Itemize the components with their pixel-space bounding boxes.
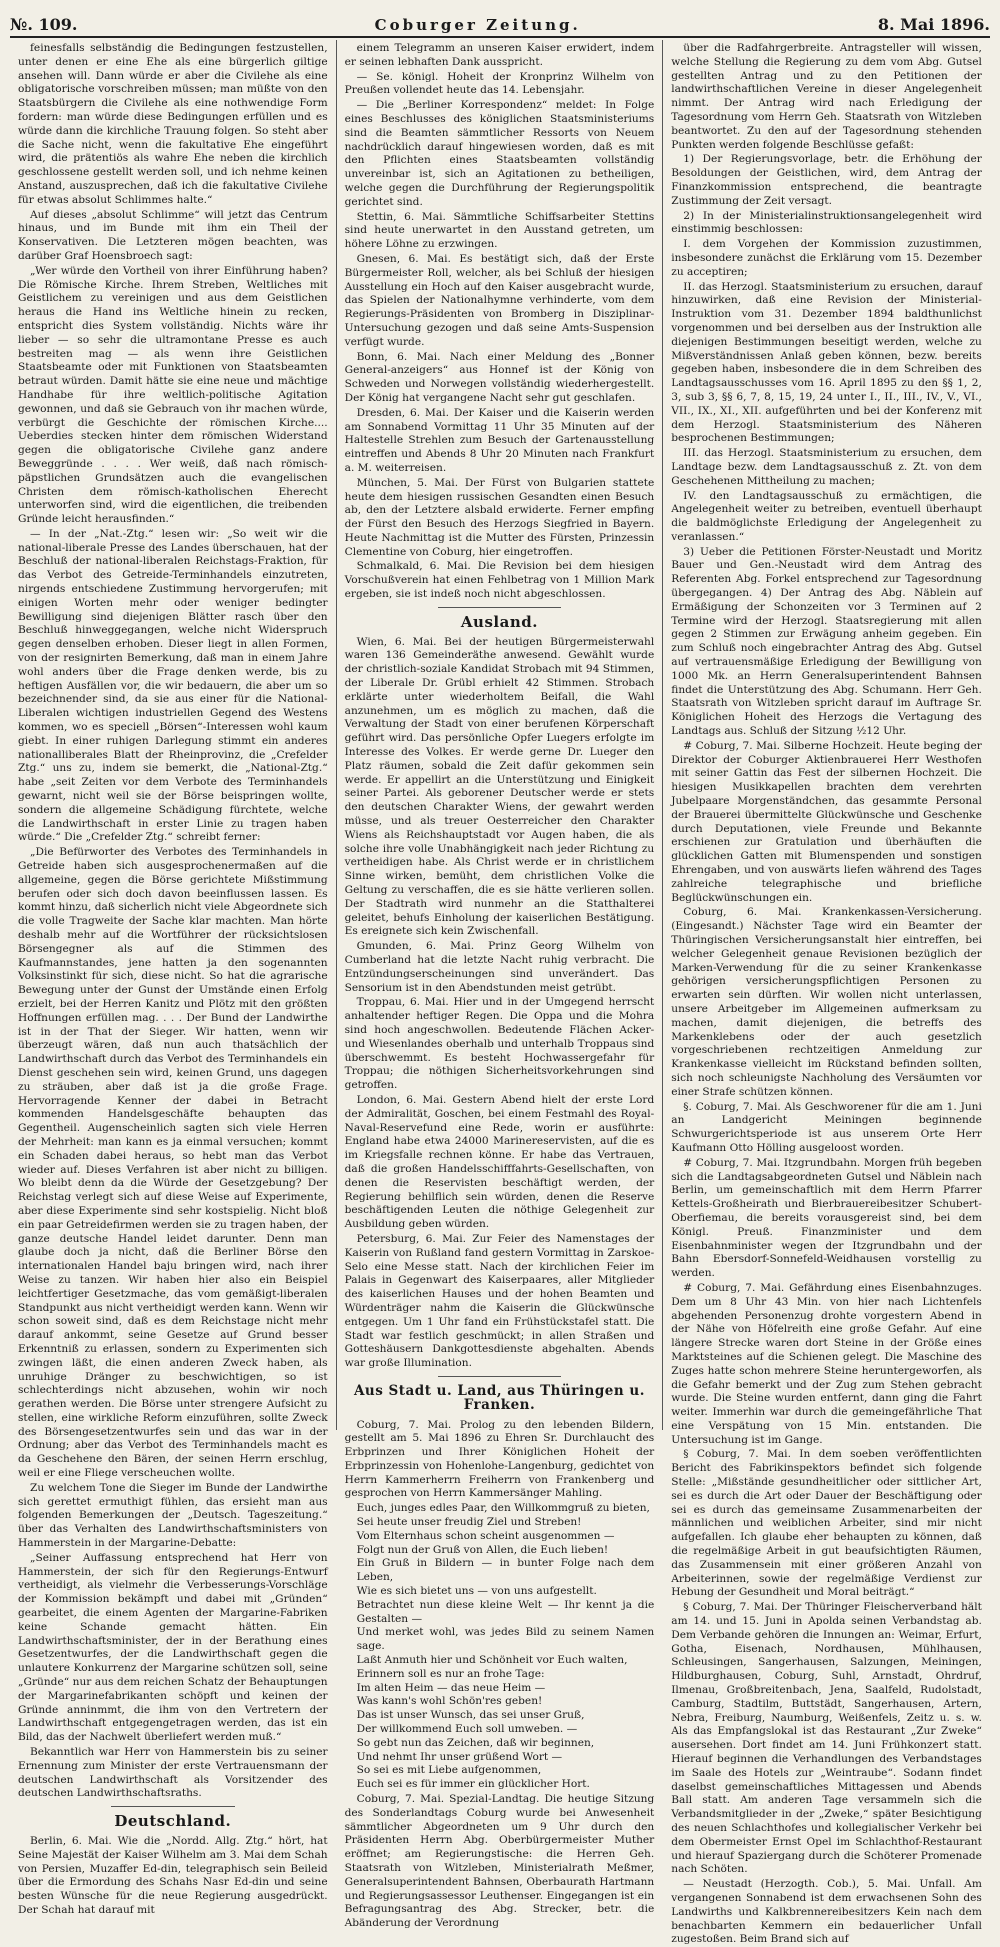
article-coburg-prolog: Coburg, 7. Mai. Prolog zu den lebenden Bildern, gestellt am 5. Mai 1896 zu Ehren Sr. Durchlaucht des Erbprinzen und Ihrer Königlichen Hoheit der Erbprinzessin von Hohenlohe-Langenburg, gedichtet von Herrn Kammerherrn Freiherrn von Frankenberg und gesprochen von Herrn Kammersänger Mahling. — [344, 1418, 655, 1500]
article-coburg-spezial-landtag: Coburg, 7. Mai. Spezial-Landtag. Die heutige Sitzung des Sonderlandtags Coburg wurde bei Anwesenheit sämmtlicher Abgeordneten um 9 Uhr durch den Präsidenten Herrn Abg. Oberbürgermeister Muther eröffnet; am Regierungstische: die Herren Geh. Staatsrath von Witzleben, Ministerialrath Meßmer, Generalsuperintendent Bahnsen, Oberbaurath Hartmann und Regierungsassessor Leuthenser. Eingegangen ist ein Befragungsantrag des Abg. Strecker, betr. die Abänderung der Verordnung — [344, 1793, 655, 1930]
article-paragraph: „Die Befürworter des Verbotes des Terminhandels in Getreide haben sich ausgesprochenermaßen auf die allgemeine, gegen die Börse gerichtete Mißstimmung berufen oder sich doch davon beeinflussen lassen. Es kommt hinzu, daß sicherlich nicht viele Abgeordnete sich die volle Tragweite der Sache klar machten. Man hörte deshalb mehr auf die Wortführer der rücksichtslosen Börsengegner als auf die Stimmen des Kaufmannstandes, jene hatten ja den sogenannten Volksinstinkt für sich, diese nicht. So hat die agrarische Bewegung unter der Gunst der Umstände einen Erfolg erzielt, bei der Herren Kanitz und Plötz mit den größten Hoffnungen erfüllen mag. . . . Der Bund der Landwirthe ist in der That der Sieger. Wir hatten, wenn wir überzeugt wären, daß nun auch thatsächlich der Landwirthschaft durch das Verbot des Terminhandels ein Dienst geschehen sein wird, keinen Grund, uns dagegen zu sträuben, aber daß ist ja die große Frage. Hervorragende Kenner der dabei in Betracht kommenden Handelsgeschäfte behaupten das Gegentheil. Augenscheinlich sagten sich viele Herren der Mehrheit: man kann es ja einmal versuchen; kommt ein Schaden dabei heraus, so hebt man das Verbot wieder auf. Dieses Verfahren ist aber nicht zu billigen. Wo bleibt denn da die Würde der Gesetzgebung? Der Reichstag verlegt sich auf diese Weise auf Experimente, aber diese Experimente sind sehr kostspielig. Nicht bloß ein paar Getreidefirmen werden sie zu tragen haben, der ganze deutsche Handel leidet darunter. Denn man glaube doch ja nicht, daß die Berliner Börse den internationalen Handel baju bringen wird, nach ihrer Weise zu tanzen. Wir haben hier also ein Beispiel leichtfertiger Gesetzmache, das vom gemäßigt-liberalen Standpunkt aus nicht vertheidigt werden kann. Wenn wir schon soweit sind, daß es dem Reichstage nicht mehr darauf ankommt, seine Gesetze auf Grund besser Erkenntniß zu erlassen, sondern zu Experimenten sich zwingen läßt, die einen anderen Zweck haben, als unruhige Dränger zu beschwichtigen, so ist schlechterdings nicht abzusehen, wohin wir noch gerathen werden. Die Börse unter strengere Aufsicht zu stellen, eine wirkliche Reform einzuführen, sollte Zweck des Börsengesetzentwurfes sein und das war in der Ordnung; aber das Verbot des Terminhandels macht es da Geschehene den Bären, der seinen Herrn erschlug, weil er eine Fliege verscheuchen wollte. — [18, 846, 328, 1480]
article-paragraph: Troppau, 6. Mai. Hier und in der Umgegend herrscht anhaltender heftiger Regen. Die Oppa und die Mohra sind hoch angeschwollen. Bedeutende Flächen Acker- und Wiesenlandes oberhalb und unterhalb Troppaus sind überschwemmt. Es besteht Hochwassergefahr für Troppau; die nöthigen Sicherheitsvorkehrungen sind getroffen. — [344, 996, 655, 1092]
article-paragraph: Coburg, 6. Mai. Krankenkassen-Versicherung. (Eingesandt.) Nächster Tage wird ein Beamter der Thüringischen Versicherungsanstalt hier eintreffen, bei welcher Gelegenheit genaue Revisionen bezüglich der Marken-Verwendung für die zu seiner Krankenkasse gehörigen versicherungspflichtigen Personen zu erwarten sein dürften. Wir wollen nicht unterlassen, unsere Arbeitgeber im Allgemeinen aufmerksam zu machen, damit diejenigen, die betreffs des Markenklebens oder der auch gesetzlich vorgeschriebenen rechtzeitigen Anmeldung zur Krankenkasse vielleicht im Rückstand befinden sollten, sich noch schleunigste Nachholung des Versäumten vor einer Strafe schützen können. — [671, 906, 982, 1098]
poem-line: Im alten Heim — das neue Heim — — [356, 1681, 546, 1694]
article-paragraph: Dresden, 6. Mai. Der Kaiser und die Kaiserin werden am Sonnabend Vormittag 11 Uhr 35 Minuten auf der Haltestelle Strehlen zum Besuch der Gartenausstellung eintreffen und Abends 8 Uhr 20 Minuten nach Frankfurt a. M. weiterreisen. — [344, 406, 655, 474]
divider — [438, 1376, 562, 1377]
article-paragraph: III. das Herzogl. Staatsministerium zu ersuchen, dem Landtage bezw. dem Landtagsausschuß z. Zt. von dem Geschehenen Mittheilung zu machen; — [671, 447, 982, 487]
article-paragraph: „Seiner Auffassung entsprechend hat Herr von Hammerstein, der sich für den Regierungs-Entwurf vertheidigt, als vielmehr die Verbesserungs-Vorschläge der Kommission bekämpft und dabei mit „Gründen“ gearbeitet, die einem Agenten der Margarine-Fabriken keine Schande gemacht hätten. Ein Landwirthschaftsminister, der in der Berathung eines Gesetzentwurfes, der die Landwirthschaft gegen die unlautere Konkurrenz der Margarine schützen soll, seine „Gründe“ nur aus dem reichen Schatz der Behauptungen der Margarinefabrikanten schöpft und keinen der Gründe anninmmt, die ihm von den Vertretern der Landwirthschaft entgegengetragen werden, das ist ein Bild, das der Nachwelt überliefert werden muß.“ — [18, 1551, 328, 1744]
article-paragraph: feinesfalls selbständig die Bedingungen festzustellen, unter denen er eine Ehe als eine bürgerlich giltige ansehen will. Dann würde er aber die Civilehe als eine obligatorische vorschreiben müssen; man müßte von den Staatsbürgern die Civilehe als eine nothwendige Form fordern: man würde diese Bedingungen erfüllen und es würde dann die kirchliche Trauung folgen. So steht aber die Sache nicht, wenn die fakultative Ehe eingeführt wird, die prätentiös als wahre Ehe neben die kirchlich geschlossene gestellt werden soll, und ich nehme keinen Anstand, auszusprechen, daß ich die fakultative Civilehe für etwas absolut Schlimmes halte.“ — [18, 42, 328, 206]
poem-line: Und merket wohl, was jedes Bild zu seinem Namen sage. — [356, 1626, 655, 1653]
article-paragraph: II. das Herzogl. Staatsministerium zu ersuchen, darauf hinzuwirken, daß eine Revision der Ministerial-Instruktion vom 31. Dezember 1894 baldthunlichst vorgenommen und bei derselben aus der Instruktion alle diejenigen Bestimmungen beseitigt werden, welche zu Mißverständnissen Anlaß geben können, bezw. bereits gegeben haben, insbesondere die in dem Schreiben des Landtagsausschusses vom 16. April 1895 zu den §§ 1, 2, 3, sub 3, §§ 6, 7, 8, 15, 19, 24 unter I., II., III., IV., V., VI., VII., IX., XI., XII. aufgeführten und bei der Konferenz mit dem Herzogl. Staatsministerium des Näheren besprochenen Bestimmungen; — [671, 280, 982, 445]
divider — [438, 607, 562, 608]
section-heading-ausland: Ausland. — [460, 612, 538, 631]
poem-line: Das ist unser Wunsch, das sei unser Gruß, — [356, 1709, 585, 1722]
article-paragraph: Bekanntlich war Herr von Hammerstein bis zu seiner Ernennung zum Minister der erste Vertrauensmann der deutschen Landwirthschaft als Vorsitzender des deutschen Landwirthschaftsraths. — [18, 1746, 328, 1800]
article-paragraph: # Coburg, 7. Mai. Itzgrundbahn. Morgen früh begeben sich die Landtagsabgeordneten Gutsel und Näblein nach Berlin, um gemeinschaftlich mit dem Herrn Pfarrer Kettels-Großheirath und Bierbrauereibesitzer Schubert-Oberfiemau, die bereits vorausgereist sind, bei dem Königl. Preuß. Finanzminister und dem Eisenbahnminister wegen der Itzgrundbahn und der Bahn Ebersdorf-Sonnefeld-Weidhausen vorstellig zu werden. — [671, 1156, 982, 1280]
article-paragraph: Gmunden, 6. Mai. Prinz Georg Wilhelm von Cumberland hat die letzte Nacht ruhig verbracht. Die Entzündungserscheinungen sind unverändert. Das Sensorium ist in den Abendstunden meist getrübt. — [344, 940, 655, 994]
column-1-articles — [18, 42, 328, 1801]
columns — [10, 40, 990, 1946]
column-3-articles — [671, 42, 982, 1947]
article-paragraph: §. Coburg, 7. Mai. Als Geschworener für die am 1. Juni an Landgericht Meiningen beginnende Schwurgerichtsperiode ist aus unserem Orte Herr Kaufmann Otto Hölling ausgeloost worden. — [671, 1100, 982, 1154]
column-3 — [663, 40, 990, 1946]
poem-line: Ein Gruß in Bildern — in bunter Folge nach dem Leben, — [356, 1557, 655, 1584]
article-paragraph: 2) In der Ministerialinstruktionsangelegenheit wird einstimmig beschlossen: — [671, 209, 982, 236]
prolog-poem — [357, 1502, 655, 1792]
article-paragraph: IV. den Landtagsausschuß zu ermächtigen, die Angelegenheit weiter zu betreiben, eventuell überhaupt die baldmöglichste Erledigung der Angelegenheit zu veranlassen.“ — [671, 489, 982, 543]
article-paragraph: — Neustadt (Herzogth. Cob.), 5. Mai. Unfall. Am vergangenen Sonnabend ist dem erwachsenen Sohn des Landwirths und Kalkbrennereibesitzers Kein nach dem benachbarten Kemmern ein bedauerlicher Unfall zugestoßen. Beim Brand sich auf — [671, 1878, 982, 1946]
section-heading-thueringen: Aus Stadt u. Land, aus Thüringen u. Franken. — [353, 1382, 645, 1413]
section-heading-deutschland: Deutschland. — [114, 1812, 232, 1831]
article-paragraph: I. dem Vorgehen der Kommission zuzustimmen, insbesondere zunächst die Erklärung vom 15. Dezember zu acceptiren; — [671, 238, 982, 278]
column-2 — [337, 40, 664, 1930]
article-paragraph: 1) Der Regierungsvorlage, betr. die Erhöhung der Besoldungen der Geistlichen, wird, dem Antrag der Finanzkommission entsprechend, die beantragte Zustimmung der Zeit versagt. — [671, 153, 982, 207]
poem-line: Euch sei es für immer ein glücklicher Hort. — [356, 1778, 590, 1791]
poem-line: Euch, junges edles Paar, den Willkommgruß zu bieten, — [356, 1502, 650, 1515]
article-berlin: Berlin, 6. Mai. Wie die „Nordd. Allg. Ztg.“ hört, hat Seine Majestät der Kaiser Wilhelm am 3. Mai dem Schah von Persien, Muzaffer Ed-din, telegraphisch sein Beileid über die Ermordung des Schahs Nasr Ed-din und seine besten Wünsche für die neue Regierung ausgedrückt. Der Schah hat darauf mit — [18, 1835, 328, 1916]
article-paragraph: München, 5. Mai. Der Fürst von Bulgarien stattete heute dem hiesigen russischen Gesandten einen Besuch ab, den der Letztere alsbald erwiderte. Ferner empfing der Fürst den Besuch des Herzogs Siegfried in Bayern. Heute Nachmittag ist die Mutter des Fürsten, Prinzessin Clementine von Coburg, hier eingetroffen. — [344, 476, 655, 558]
poem-line: Erinnern soll es nur an frohe Tage: — [356, 1667, 545, 1680]
article-paragraph: „Wer würde den Vortheil von ihrer Einführung haben? Die Römische Kirche. Ihrem Streben, Weltliches mit Geistlichem zu vereinigen und aus dem Geistlichen heraus die Hand ins Weltliche hinein zu recken, entspricht dies System vollständig. Nichts wäre ihr lieber — so sehr die ultramontane Presse es auch bestreiten mag — als wenn ihre Geistlichen Staatsbeamte oder mit Funktionen von Staatsbeamten betraut würden. Damit hätte sie eine neue und mächtige Handhabe für ihre weltlich-politische Agitation gewonnen, und daß sie Gebrauch von ihr machen würde, verbürgt die Geschichte der römischen Kirche.... Ueberdies stecken hinter dem römischen Widerstand gegen die obligatorische Civilehe ganz andere Beweggründe . . . . Wer weiß, daß nach römisch-päpstlichen Grundsätzen auch die evangelischen Christen dem römisch-katholischen Eherecht unterworfen sind, wird die eigentlichen, die treibenden Gründe leicht herausfinden.“ — [18, 264, 328, 526]
article-paragraph: Zu welchem Tone die Sieger im Bunde der Landwirthe sich gerettet ermuthigt fühlen, das ersieht man aus folgenden Bemerkungen der „Deutsch. Tageszeitung.“ über das Verhalten des Landwirthschaftsministers von Hammerstein in der Margarine-Debatte: — [18, 1481, 328, 1550]
newspaper-title: Coburger Zeitung. — [374, 16, 581, 34]
article-paragraph: Schmalkald, 6. Mai. Die Revision bei dem hiesigen Vorschußverein hat einen Fehlbetrag von 1 Million Mark ergeben, sie ist indeß noch nicht abgeschlossen. — [344, 560, 655, 601]
column-2-articles — [345, 42, 655, 602]
article-paragraph: Petersburg, 6. Mai. Zur Feier des Namenstages der Kaiserin von Rußland fand gestern Vormittag in Zarskoe-Selo eine Messe statt. Nach der kirchlichen Feier im Palais in Gegenwart des Kaiserpaares, aller Mitglieder des kaiserlichen Hauses und der hohen Beamten und Würdenträger nahm die Kaiserin die Glückwünsche entgegen. Um 1 Uhr fand ein Frühstückstafel statt. Die Stadt war festlich geschmückt; in allen Straßen und Gotteshäusern Dankgottesdienste abgehalten. Abends war große Illumination. — [344, 1232, 655, 1370]
poem-line: Und nehmt Ihr unser grüßend Wort — — [356, 1750, 563, 1763]
article-paragraph: einem Telegramm an unseren Kaiser erwidert, indem er seinen lebhaften Dank ausspricht. — [344, 42, 655, 68]
issue-number: №. 109. — [10, 15, 78, 34]
article-paragraph: über die Radfahrgerbreite. Antragsteller will wissen, welche Stellung die Regierung zu dem vom Abg. Gutsel gestellten Antrag und zu den Petitionen der landwirthschaftlichen Vereine in dieser Angelegenheit nimmt. Der Antrag wird nach Erledigung der Tagesordnung vom Herrn Geh. Staatsrath von Witzleben beantwortet. Zu den auf der Tagesordnung stehenden Punkten werden folgende Beschlüsse gefaßt: — [671, 42, 982, 151]
poem-line: Betrachtet nun diese kleine Welt — Ihr kennt ja die Gestalten — — [356, 1598, 655, 1625]
poem-line: So gebt nun das Zeichen, daß wir beginnen, — [356, 1736, 595, 1749]
article-paragraph: Bonn, 6. Mai. Nach einer Meldung des „Bonner General-anzeigers“ aus Honnef ist der König von Schweden und Norwegen vollständig wiederhergestellt. Der König hat vergangene Nacht sehr gut geschlafen. — [344, 350, 655, 404]
ausland-articles — [345, 636, 655, 1371]
poem-line: Folgt nun der Gruß von Allen, die Euch lieben! — [356, 1543, 609, 1556]
poem-line: Der willkommend Euch soll umweben. — — [356, 1723, 578, 1736]
divider — [111, 1806, 235, 1807]
article-paragraph: § Coburg, 7. Mai. In dem soeben veröffentlichten Bericht des Fabrikinspektors befindet sich folgende Stelle: „Mißstände gesundheitlicher oder sittlicher Art, sei es durch die Art oder Dauer der Beschäftigung oder sei es durch das gemeinsame Zusammenarbeiten der männlichen und weiblichen Arbeiter, sind mir nicht aufgefallen. Ich glaube eher behaupten zu können, daß die regelmäßige Arbeit in gut beaufsichtigten Räumen, das Zusammensein mit einer größeren Anzahl von Arbeiterinnen, sowie der regelmäßige Verdienst zur Hebung der Gesundheit und Moral beiträgt.“ — [671, 1448, 982, 1599]
article-paragraph: Wien, 6. Mai. Bei der heutigen Bürgermeisterwahl waren 136 Gemeinderäthe anwesend. Gewählt wurde der christlich-soziale Kandidat Strobach mit 94 Stimmen, der Liberale Dr. Grübl erhielt 42 Stimmen. Strobach erklärte unter wiederholtem Beifall, die Wahl anzunehmen, um es möglich zu machen, daß die Verwaltung der Stadt von einer berufenen Körperschaft geführt wird. Das persönliche Opfer Luegers erfolgte im Interesse des Volkes. Er werde gerne Dr. Lueger den Platz räumen, sobald die Zeit dafür gekommen sein werde. Er appellirt an die Unterstützung und Einigkeit seiner Partei. Als geborener Deutscher werde er stets den deutschen Charakter Wiens, der gewahrt werden müsse, und als treuer Oesterreicher den Charakter Wiens als Reichshauptstadt vor Augen haben, die als solche ihre volle Unabhängigkeit nach jeder Richtung zu vertheidigen habe. Als Christ werde er in christlichem Sinne wirken, bemüht, dem christlichen Volke die Geltung zu verschaffen, die es sie hätte verlieren sollen. Der Stadtrath wird nunmehr an die Statthalterei geleitet, behufs Einholung der kaiserlichen Bestätigung. Es ereignete sich kein Zwischenfall. — [344, 635, 655, 938]
article-paragraph: — Se. königl. Hoheit der Kronprinz Wilhelm von Preußen vollendet heute das 14. Lebensjahr. — [344, 70, 655, 97]
article-paragraph: London, 6. Mai. Gestern Abend hielt der erste Lord der Admiralität, Goschen, bei einem Festmahl des Royal-Naval-Reservefund eine Rede, worin er ausführte: England habe etwa 24000 Marinereservisten, auf die es im Kriegsfalle rechnen könne. Er habe das Vertrauen, daß die großen Handelsschifffahrts-Gesellschaften, von denen die Reservisten beschäftigt werden, der Regierung behilflich sein würden, denen die Reserve beschäftigenden Leuten die nöthige Gelegenheit zur Ausbildung geben würden. — [344, 1093, 655, 1231]
article-paragraph: 3) Ueber die Petitionen Förster-Neustadt und Moritz Bauer und Gen.-Neustadt wird dem Antrag des Referenten Abg. Forkel entsprechend zur Tagesordnung übergegangen. 4) Der Antrag des Abg. Näblein auf Ermäßigung der Schonzeiten vor 3 Terminen auf 2 Termine wird der Herzogl. Staatsregierung mit allen gegen 2 Stimmen zur Erwägung anheim gegeben. Ein zum Schluß noch eingebrachter Antrag des Abg. Gutsel auf vertrauensmäßige Erledigung der Bewilligung von 1000 Mk. an Herrn Generalsuperintendent Bahnsen findet die Unterstützung des Abg. Schumann. Herr Geh. Staatsrath von Witzleben spricht darauf im Auftrage Sr. Königlichen Hoheit des Herzogs die Vertagung des Landtags aus. Schluß der Sitzung ½12 Uhr. — [671, 545, 982, 738]
article-paragraph: Auf dieses „absolut Schlimme“ will jetzt das Centrum hinaus, und im Bunde mit ihm ein Theil der Konservativen. Die Letzteren mögen beachten, was darüber Graf Hoensbroech sagt: — [18, 208, 328, 262]
article-paragraph: Gnesen, 6. Mai. Es bestätigt sich, daß der Erste Bürgermeister Roll, welcher, als bei Schluß der hiesigen Ausstellung ein Hoch auf den Kaiser ausgebracht wurde, das Spielen der Nationalhymne verhinderte, vom dem Regierungs-Präsidenten von Bromberg in Disziplinar-Untersuchung gezogen und daß seine Amts-Suspension verfügt wurde. — [344, 252, 655, 348]
column-1 — [10, 40, 337, 1916]
poem-line: Sei heute unser freudig Ziel und Streben! — [356, 1516, 582, 1529]
issue-date: 8. Mai 1896. — [877, 15, 990, 34]
article-paragraph: — In der „Nat.-Ztg.“ lesen wir: „So weit wir die national-liberale Presse des Landes überschauen, hat der Beschluß der national-liberalen Reichstags-Fraktion, für das Verbot des Getreide-Terminhandels einzutreten, nirgends entschiedene Zustimmung hervorgerufen; mit einigen Worten mehr oder weniger bedingter Bewilligung sind diejenigen Blätter rasch über den Beschluß hinweggegangen, welche nicht Widerspruch gegen denselben erhoben. Dieser liegt in allen Formen, von der resignirten Bemerkung, daß man in einem Jahre wohl anders über die Frage denken werde, bis zu heftigen Ausfällen vor, die wir bedauern, die aber um so bezeichnender sind, da sie aus einer für die National-Liberalen wichtigen industriellen Gegend des Westens kommen, wo es speciell „Börsen“-Interessen wohl kaum giebt. In einer ruhigen Darlegung stimmt ein anderes nationalliberales Blatt der Rheinprovinz, die „Crefelder Ztg.“ uns zu, indem sie bemerkt, die „National-Ztg.“ habe „seit Zeiten vor dem Verbote des Terminhandels gewarnt, nicht weil sie der Börse beispringen wollte, sondern die allgemeine Schädigung fürchtete, welche die Landwirthschaft in erster Linie zu tragen haben würde.“ Die „Crefelder Ztg.“ schreibt ferner: — [18, 527, 328, 844]
article-paragraph: § Coburg, 7. Mai. Der Thüringer Fleischerverband hält am 14. und 15. Juni in Apolda seinen Verbandstag ab. Dem Verbande gehören die Innungen an: Weimar, Erfurt, Gotha, Eisenach, Nordhausen, Mühlhausen, Schleusingen, Sangerhausen, Salzungen, Meiningen, Hildburghausen, Coburg, Suhl, Arnstadt, Ohrdruf, Ilmenau, Großbreitenbach, Jena, Saalfeld, Rudolstadt, Camburg, Stadtilm, Buttstädt, Sangerhausen, Artern, Nebra, Freiburg, Naumburg, Weißenfels, Zeitz u. s. w. Als das Empfangslokal ist das Restaurant „Zur Zweke“ ausersehen. Dort findet am 14. Juni Frühkonzert statt. Hierauf beginnen die Verhandlungen des Verbandstages im Saale des Hotels zur „Weintraube“. Sodann findet daselbst gemeinschaftliches Mittagessen und Abends Ball statt. Am anderen Tage versammeln sich die Verbandsmitglieder in der „Zweke,“ später Besichtigung des neuen Schlachthofes und kollegialischer Verkehr bei dem Obermeister Ernst Opel im Schlachthof-Restaurant und hierauf Spaziergang durch die Schöterer Promenade nach Schöten. — [671, 1601, 982, 1876]
masthead — [10, 6, 990, 38]
poem-line: Vom Elternhaus schon scheint ausgenommen — — [356, 1529, 615, 1542]
article-paragraph: Stettin, 6. Mai. Sämmtliche Schiffsarbeiter Stettins sind heute unerwartet in den Ausstand getreten, um höhere Löhne zu erzwingen. — [344, 210, 655, 251]
poem-line: So sei es mit Liebe aufgenommen, — [356, 1764, 542, 1777]
poem-line: Wie es sich bietet uns — von uns aufgestellt. — [356, 1585, 597, 1598]
article-paragraph: # Coburg, 7. Mai. Gefährdung eines Eisenbahnzuges. Dem um 8 Uhr 43 Min. von hier nach Lichtenfels abgehenden Personenzug drohte vorgestern Abend in der Nähe von Höfelreith eine große Gefahr. Auf eine längere Strecke waren dort Steine in der Größe eines Marktsteines auf die Schienen gelegt. Die Maschine des Zuges hatte schon mehrere Steine heruntergeworfen, als die Gefahr bemerkt und der Zug zum Stehen gebracht wurde. Die Steine wurden entfernt, dann ging die Fahrt weiter. Immerhin war durch die gemeingefährliche That eine Verspätung von 15 Min. entstanden. Die Untersuchung ist im Gange. — [671, 1281, 982, 1446]
article-paragraph: — Die „Berliner Korrespondenz“ meldet: In Folge eines Beschlusses des königlichen Staatsministeriums sind die Beamten sämmtlicher Ressorts von Neuem nachdrücklich darauf hingewiesen worden, daß es mit den Pflichten eines Staatsbeamten vollständig unvereinbar ist, sich an Agitationen zu betheiligen, welche gegen die Durchführung der Regierungspolitik gerichtet sind. — [344, 99, 655, 208]
article-paragraph: # Coburg, 7. Mai. Silberne Hochzeit. Heute beging der Direktor der Coburger Aktienbrauerei Herr Westhofen mit seiner Gattin das Fest der silbernen Hochzeit. Die hiesigen Musikkapellen brachten dem verehrten Jubelpaare Morgenständchen, das gesammte Personal der Brauerei übermittelte Glückwünsche und Geschenke durch Deputationen, viele Freunde und Bekannte erschienen zur Gratulation und überhäuften die glücklichen Gatten mit Blumenspenden und sonstigen Ehrengaben, und von auswärts liefen während des Tages zahlreiche telegraphische und briefliche Beglückwünschungen ein. — [671, 739, 982, 904]
poem-line: Laßt Anmuth hier und Schönheit vor Euch walten, — [356, 1654, 628, 1667]
poem-line: Was kann's wohl Schön'res geben! — [356, 1695, 543, 1708]
